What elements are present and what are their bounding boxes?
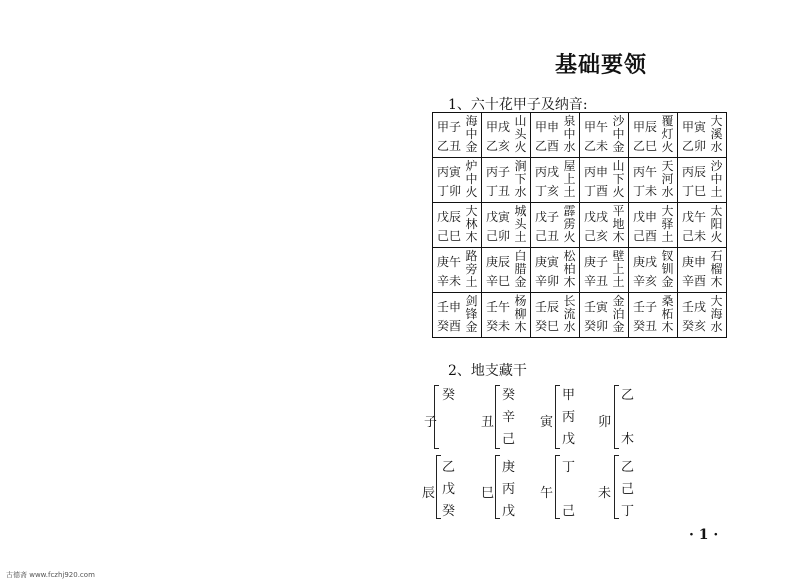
table-cell bbox=[531, 113, 580, 158]
pillar-yang: 丙戌 bbox=[535, 165, 560, 179]
pillar-yang: 戊戌 bbox=[584, 210, 609, 224]
pillar-yin: 丁酉 bbox=[584, 184, 609, 198]
table-cell bbox=[433, 158, 482, 203]
pillar-yin: 辛未 bbox=[437, 274, 462, 288]
pillar-yin: 辛丑 bbox=[584, 274, 609, 288]
table-cell bbox=[433, 113, 482, 158]
pillar-yang: 庚寅 bbox=[535, 255, 560, 269]
branch-chou: 丑 bbox=[481, 415, 495, 430]
pillar-yang: 戊午 bbox=[682, 210, 707, 224]
nayin-element: 钗钏金 bbox=[661, 249, 674, 290]
table-cell bbox=[580, 203, 629, 248]
table-row bbox=[433, 248, 727, 293]
pillar-yin: 丁巳 bbox=[682, 184, 707, 198]
bracket bbox=[555, 385, 560, 449]
table-row bbox=[433, 293, 727, 338]
hidden-stem: 戊 bbox=[442, 482, 456, 497]
table-cell bbox=[629, 203, 678, 248]
pillar-yin: 己酉 bbox=[633, 229, 658, 243]
hidden-stem: 己 bbox=[502, 432, 516, 447]
table-cell bbox=[531, 203, 580, 248]
branch-chen: 辰 bbox=[422, 486, 436, 501]
table-cell bbox=[629, 113, 678, 158]
pillar-yang: 壬申 bbox=[437, 300, 462, 314]
hidden-stem: 木 bbox=[621, 432, 635, 447]
pillar-yin: 丁卯 bbox=[437, 184, 462, 198]
pillar-yang: 丙午 bbox=[633, 165, 658, 179]
pillar-yang: 庚子 bbox=[584, 255, 609, 269]
pillar-yin: 己未 bbox=[682, 229, 707, 243]
pillar-yang: 壬午 bbox=[486, 300, 511, 314]
pillar-yin: 丁未 bbox=[633, 184, 658, 198]
pillar-yang: 壬辰 bbox=[535, 300, 560, 314]
page-number: · 1 · bbox=[689, 527, 719, 543]
nayin-element: 山头火 bbox=[514, 114, 527, 155]
pillar-yang: 戊申 bbox=[633, 210, 658, 224]
table-cell bbox=[580, 113, 629, 158]
pillar-yang: 戊寅 bbox=[486, 210, 511, 224]
table-cell bbox=[482, 248, 531, 293]
pillar-yin: 己丑 bbox=[535, 229, 560, 243]
nayin-element: 太阳火 bbox=[710, 204, 723, 245]
table-cell bbox=[678, 203, 727, 248]
hidden-stem: 戊 bbox=[502, 504, 516, 519]
section-heading-nayin: 1、六十花甲子及纳音: bbox=[448, 97, 588, 113]
bracket bbox=[495, 455, 500, 519]
pillar-yin: 己巳 bbox=[437, 229, 462, 243]
table-row bbox=[433, 203, 727, 248]
nayin-element: 金泊金 bbox=[612, 294, 625, 335]
nayin-element: 平地木 bbox=[612, 204, 625, 245]
pillar-yin: 癸丑 bbox=[633, 319, 658, 333]
hidden-stem: 己 bbox=[562, 504, 576, 519]
table-cell bbox=[531, 293, 580, 338]
hidden-stem: 己 bbox=[621, 482, 635, 497]
nayin-element: 天河水 bbox=[661, 159, 674, 200]
table-cell bbox=[678, 248, 727, 293]
nayin-element: 海中金 bbox=[465, 114, 478, 155]
nayin-element: 城头土 bbox=[514, 204, 527, 245]
branch-si: 巳 bbox=[481, 486, 495, 501]
hidden-stem: 庚 bbox=[502, 460, 516, 475]
table-row bbox=[433, 158, 727, 203]
nayin-element: 杨柳木 bbox=[514, 294, 527, 335]
pillar-yin: 辛巳 bbox=[486, 274, 511, 288]
pillar-yin: 癸亥 bbox=[682, 319, 707, 333]
bracket bbox=[614, 385, 619, 449]
nayin-element: 沙中土 bbox=[710, 159, 723, 200]
hidden-stem: 癸 bbox=[442, 504, 456, 519]
table-cell bbox=[433, 248, 482, 293]
bracket bbox=[555, 455, 560, 519]
pillar-yang: 甲申 bbox=[535, 120, 560, 134]
hidden-stem: 甲 bbox=[562, 388, 576, 403]
table-cell bbox=[678, 113, 727, 158]
table-cell bbox=[482, 203, 531, 248]
pillar-yin: 癸巳 bbox=[535, 319, 560, 333]
pillar-yin: 乙未 bbox=[584, 139, 609, 153]
pillar-yin: 乙卯 bbox=[682, 139, 707, 153]
table-cell bbox=[433, 203, 482, 248]
table-cell bbox=[678, 293, 727, 338]
pillar-yin: 癸未 bbox=[486, 319, 511, 333]
table-cell bbox=[531, 248, 580, 293]
table-cell bbox=[629, 248, 678, 293]
nayin-table bbox=[432, 112, 727, 338]
pillar-yin: 乙亥 bbox=[486, 139, 511, 153]
nayin-element: 白腊金 bbox=[514, 249, 527, 290]
hidden-stem: 乙 bbox=[442, 460, 456, 475]
bracket bbox=[495, 385, 500, 449]
nayin-element: 大林木 bbox=[465, 204, 478, 245]
pillar-yin: 癸酉 bbox=[437, 319, 462, 333]
branch-zi: 子 bbox=[424, 415, 438, 430]
hidden-stem: 癸 bbox=[442, 388, 456, 403]
footer-watermark: 古德斋 www.fczhj920.com bbox=[6, 571, 95, 579]
nayin-element: 大溪水 bbox=[710, 114, 723, 155]
bracket bbox=[434, 385, 439, 449]
table-cell bbox=[531, 158, 580, 203]
pillar-yang: 庚辰 bbox=[486, 255, 511, 269]
nayin-element: 壁上土 bbox=[612, 249, 625, 290]
pillar-yin: 辛亥 bbox=[633, 274, 658, 288]
pillar-yin: 乙丑 bbox=[437, 139, 462, 153]
pillar-yang: 甲午 bbox=[584, 120, 609, 134]
pillar-yang: 甲子 bbox=[437, 120, 462, 134]
table-cell bbox=[433, 293, 482, 338]
branch-mao: 卯 bbox=[598, 415, 612, 430]
nayin-element: 剑锋金 bbox=[465, 294, 478, 335]
pillar-yin: 癸卯 bbox=[584, 319, 609, 333]
nayin-element: 霹雳火 bbox=[563, 204, 576, 245]
hidden-stem: 乙 bbox=[621, 388, 635, 403]
nayin-element: 覆灯火 bbox=[661, 114, 674, 155]
pillar-yang: 戊辰 bbox=[437, 210, 462, 224]
table-cell bbox=[629, 158, 678, 203]
nayin-element: 泉中水 bbox=[563, 114, 576, 155]
pillar-yang: 壬子 bbox=[633, 300, 658, 314]
hidden-stem: 戊 bbox=[562, 432, 576, 447]
branch-yin: 寅 bbox=[540, 415, 554, 430]
nayin-element: 松柏木 bbox=[563, 249, 576, 290]
pillar-yin: 己亥 bbox=[584, 229, 609, 243]
bracket bbox=[436, 455, 441, 519]
nayin-element: 屋上土 bbox=[563, 159, 576, 200]
bracket bbox=[614, 455, 619, 519]
nayin-element: 石榴木 bbox=[710, 249, 723, 290]
table-cell bbox=[629, 293, 678, 338]
branch-wu: 午 bbox=[540, 486, 554, 501]
pillar-yin: 丁亥 bbox=[535, 184, 560, 198]
pillar-yang: 丙申 bbox=[584, 165, 609, 179]
pillar-yang: 甲寅 bbox=[682, 120, 707, 134]
table-cell bbox=[580, 158, 629, 203]
hidden-stem: 丁 bbox=[562, 460, 576, 475]
hidden-stem: 癸 bbox=[502, 388, 516, 403]
page-title: 基础要领 bbox=[555, 52, 648, 78]
pillar-yang: 壬戌 bbox=[682, 300, 707, 314]
pillar-yang: 庚申 bbox=[682, 255, 707, 269]
pillar-yang: 甲辰 bbox=[633, 120, 658, 134]
branch-wei: 未 bbox=[598, 486, 612, 501]
nayin-element: 大海水 bbox=[710, 294, 723, 335]
pillar-yang: 庚戌 bbox=[633, 255, 658, 269]
section-heading-hidden-stems: 2、地支藏干 bbox=[448, 363, 527, 379]
pillar-yin: 乙巳 bbox=[633, 139, 658, 153]
nayin-element: 山下火 bbox=[612, 159, 625, 200]
pillar-yang: 戊子 bbox=[535, 210, 560, 224]
pillar-yin: 丁丑 bbox=[486, 184, 511, 198]
nayin-element: 路旁土 bbox=[465, 249, 478, 290]
hidden-stem: 丁 bbox=[621, 504, 635, 519]
table-cell bbox=[580, 293, 629, 338]
table-cell bbox=[482, 113, 531, 158]
pillar-yang: 丙子 bbox=[486, 165, 511, 179]
hidden-stem: 辛 bbox=[502, 410, 516, 425]
table-cell bbox=[580, 248, 629, 293]
pillar-yang: 庚午 bbox=[437, 255, 462, 269]
table-cell bbox=[678, 158, 727, 203]
pillar-yang: 壬寅 bbox=[584, 300, 609, 314]
table-cell bbox=[482, 293, 531, 338]
pillar-yin: 辛卯 bbox=[535, 274, 560, 288]
nayin-element: 长流水 bbox=[563, 294, 576, 335]
nayin-element: 沙中金 bbox=[612, 114, 625, 155]
hidden-stem: 乙 bbox=[621, 460, 635, 475]
table-row bbox=[433, 113, 727, 158]
pillar-yin: 乙酉 bbox=[535, 139, 560, 153]
pillar-yin: 己卯 bbox=[486, 229, 511, 243]
hidden-stem: 丙 bbox=[562, 410, 576, 425]
pillar-yang: 丙寅 bbox=[437, 165, 462, 179]
nayin-element: 大驿土 bbox=[661, 204, 674, 245]
pillar-yin: 辛酉 bbox=[682, 274, 707, 288]
nayin-element: 涧下水 bbox=[514, 159, 527, 200]
pillar-yang: 丙辰 bbox=[682, 165, 707, 179]
nayin-element: 桑柘木 bbox=[661, 294, 674, 335]
hidden-stem: 丙 bbox=[502, 482, 516, 497]
table-cell bbox=[482, 158, 531, 203]
pillar-yang: 甲戌 bbox=[486, 120, 511, 134]
nayin-element: 炉中火 bbox=[465, 159, 478, 200]
